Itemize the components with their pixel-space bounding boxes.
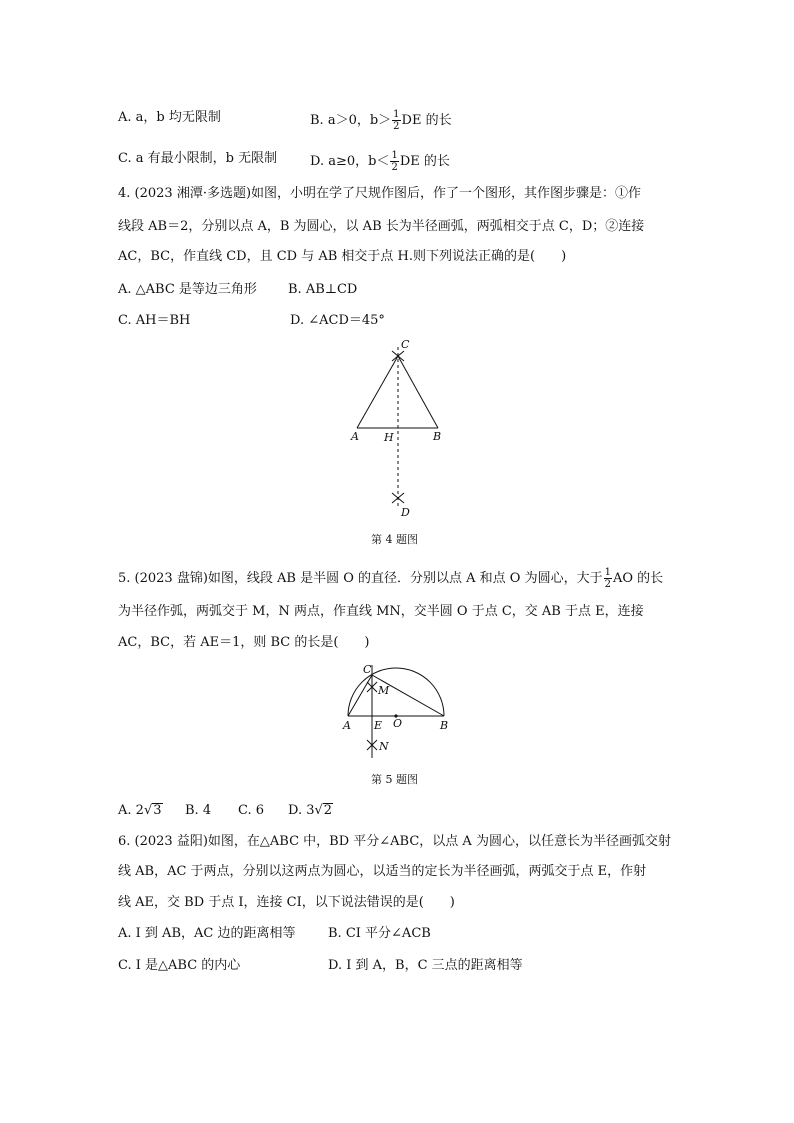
q4-option-b: B. AB⊥CD [288, 282, 358, 297]
q6-option-c: C. I 是△ABC 的内心 [118, 958, 241, 973]
q5-option-a [118, 802, 163, 820]
fraction-numerator: 1 [393, 109, 400, 120]
q5-caption: 第 5 题图 [371, 773, 418, 786]
q6-stem-line-2: 线 AB，AC 于两点，分别以这两点为圆心，以适当的定长为半径画弧，两弧交于点 E，作射 [118, 864, 647, 879]
q5-label-b: B [440, 719, 449, 732]
q5-option-d [288, 802, 333, 820]
q3-option-c: C. a 有最小限制，b 无限制 [118, 151, 278, 166]
q5-stem-line-2: 为半径作弧，两弧交于 M，N 两点，作直线 MN，交半圆 O 于点 C，交 AB 于点 E，连接 [118, 604, 644, 619]
q4-label-a: A [351, 430, 359, 443]
q3-option-b-prefix: B. a＞0，b＞ [310, 113, 392, 128]
q3-option-d-prefix: D. a≥0，b＜ [310, 154, 390, 169]
q5-label-m: M [378, 684, 390, 697]
q4-stem-line-3: AC，BC，作直线 CD，且 CD 与 AB 相交于点 H.则下列说法正确的是( ) [118, 249, 567, 264]
q4-label-c: C [401, 338, 410, 351]
q5-label-a: A [343, 719, 351, 732]
q5-label-o: O [393, 717, 403, 730]
q4-stem-line-2: 线段 AB＝2，分别以点 A，B 为圆心，以 AB 长为半径画弧，两弧相交于点 C，D；②连接 [118, 219, 645, 234]
q5-option-a-prefix: A. 2 [118, 803, 144, 818]
q4-label-h: H [384, 431, 394, 444]
q4-option-c: C. AH＝BH [118, 313, 191, 328]
fraction-denominator: 2 [393, 121, 400, 132]
fraction-denominator: 2 [604, 579, 611, 590]
sqrt-icon: √ [143, 803, 153, 818]
q3-option-b-suffix: DE 的长 [401, 113, 452, 128]
q4-stem-line-1: 4. (2023 湘潭·多选题)如图，小明在学了尺规作图后，作了一个图形，其作图步骤是：①作 [118, 186, 642, 201]
q3-option-d-suffix: DE 的长 [399, 154, 450, 169]
q6-option-a: A. I 到 AB，AC 边的距离相等 [118, 926, 296, 941]
q5-option-d-prefix: D. 3 [288, 803, 315, 818]
sqrt-icon: √ [314, 803, 323, 818]
q5-stem-line-1-prefix: 5. (2023 盘锦)如图，线段 AB 是半圆 O 的直径．分别以点 A 和点 O 为圆心，大于 [118, 571, 603, 586]
q4-label-b: B [433, 430, 442, 443]
q5-stem-line-3: AC，BC，若 AE＝1，则 BC 的长是( ) [118, 635, 370, 650]
fraction-denominator: 2 [391, 162, 398, 173]
q4-option-d: D. ∠ACD＝45° [290, 313, 385, 328]
q5-segment-ac [348, 675, 372, 716]
q4-option-a: A. △ABC 是等边三角形 [118, 282, 257, 297]
q6-stem-line-1: 6. (2023 益阳)如图，在△ABC 中，BD 平分∠ABC，以点 A 为圆心，以任意长为半径画弧交射 [118, 834, 671, 849]
q5-stem-line-1-suffix: AO 的长 [612, 571, 664, 586]
q4-label-d: D [401, 506, 410, 519]
q5-option-b: B. 4 [185, 803, 212, 818]
q6-option-d: D. I 到 A，B，C 三点的距离相等 [328, 958, 523, 973]
q5-label-e: E [374, 719, 383, 732]
q4-caption: 第 4 题图 [371, 533, 418, 546]
q5-option-c: C. 6 [238, 803, 265, 818]
q6-stem-line-3: 线 AE，交 BD 于点 I，连接 CI，以下说法错误的是( ) [118, 895, 455, 910]
q6-option-b: B. CI 平分∠ACB [328, 926, 431, 941]
q5-label-c: C [363, 663, 372, 676]
q5-option-a-radicand: 3 [153, 803, 162, 818]
q5-option-d-radicand: 2 [323, 803, 333, 818]
q3-option-a: A. a，b 均无限制 [118, 110, 221, 125]
fraction-numerator: 1 [604, 567, 611, 578]
q5-label-n: N [379, 740, 389, 753]
fraction-numerator: 1 [391, 150, 398, 161]
